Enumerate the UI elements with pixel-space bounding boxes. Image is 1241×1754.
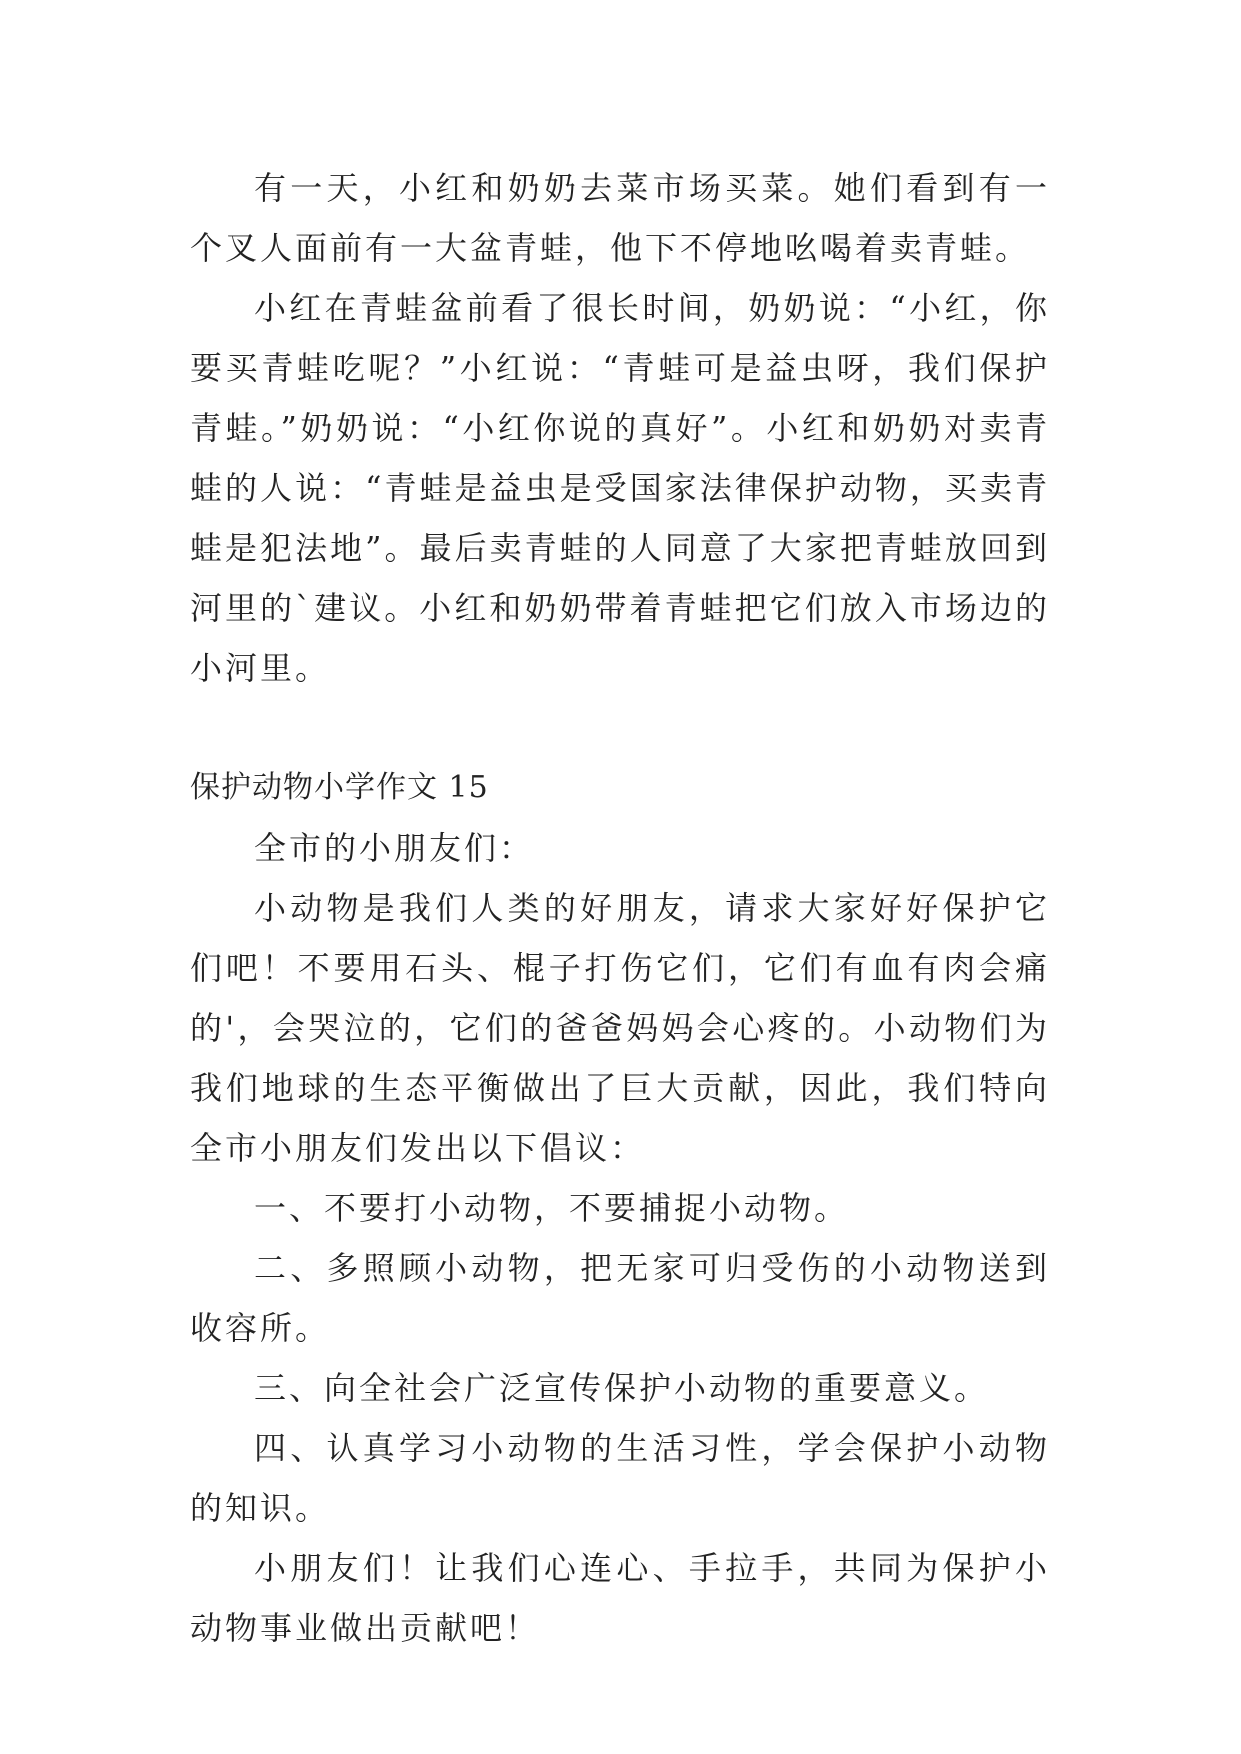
document-body: [190, 158, 1050, 1658]
section-gap: [190, 698, 1050, 758]
proposal-item: 一、不要打小动物，不要捕捉小动物。: [254, 1189, 850, 1227]
essay-closing: 小朋友们！让我们心连心、手拉手，共同为保护小动物事业做出贡献吧！: [190, 1549, 1050, 1647]
proposal-item: 二、多照顾小动物，把无家可归受伤的小动物送到收容所。: [190, 1249, 1050, 1347]
proposal-item: 四、认真学习小动物的生活习性，学会保护小动物的知识。: [190, 1429, 1050, 1527]
essay-title: 保护动物小学作文 15: [190, 770, 489, 805]
story-paragraph: 小红在青蛙盆前看了很长时间，奶奶说：“小红，你要买青蛙吃呢？”小红说：“青蛙可是益虫呀，我们保护青蛙。”奶奶说：“小红你说的真好”。小红和奶奶对卖青蛙的人说：“青蛙是益虫是受国家法律保护动物，买卖青蛙是犯法地”。最后卖青蛙的人同意了大家把青蛙放回到河里的`建议。小红和奶奶带着青蛙把它们放入市场边的小河里。: [190, 289, 1050, 687]
story-paragraph: 有一天，小红和奶奶去菜市场买菜。她们看到有一个叉人面前有一大盆青蛙，他下不停地吆喝着卖青蛙。: [190, 169, 1050, 267]
essay-greeting: 全市的小朋友们：: [254, 829, 535, 867]
proposal-item: 三、向全社会广泛宣传保护小动物的重要意义。: [254, 1369, 990, 1407]
essay-intro: 小动物是我们人类的好朋友，请求大家好好保护它们吧！不要用石头、棍子打伤它们，它们有血有肉会痛的'，会哭泣的，它们的爸爸妈妈会心疼的。小动物们为我们地球的生态平衡做出了巨大贡献，因此，我们特向全市小朋友们发出以下倡议：: [190, 889, 1050, 1167]
